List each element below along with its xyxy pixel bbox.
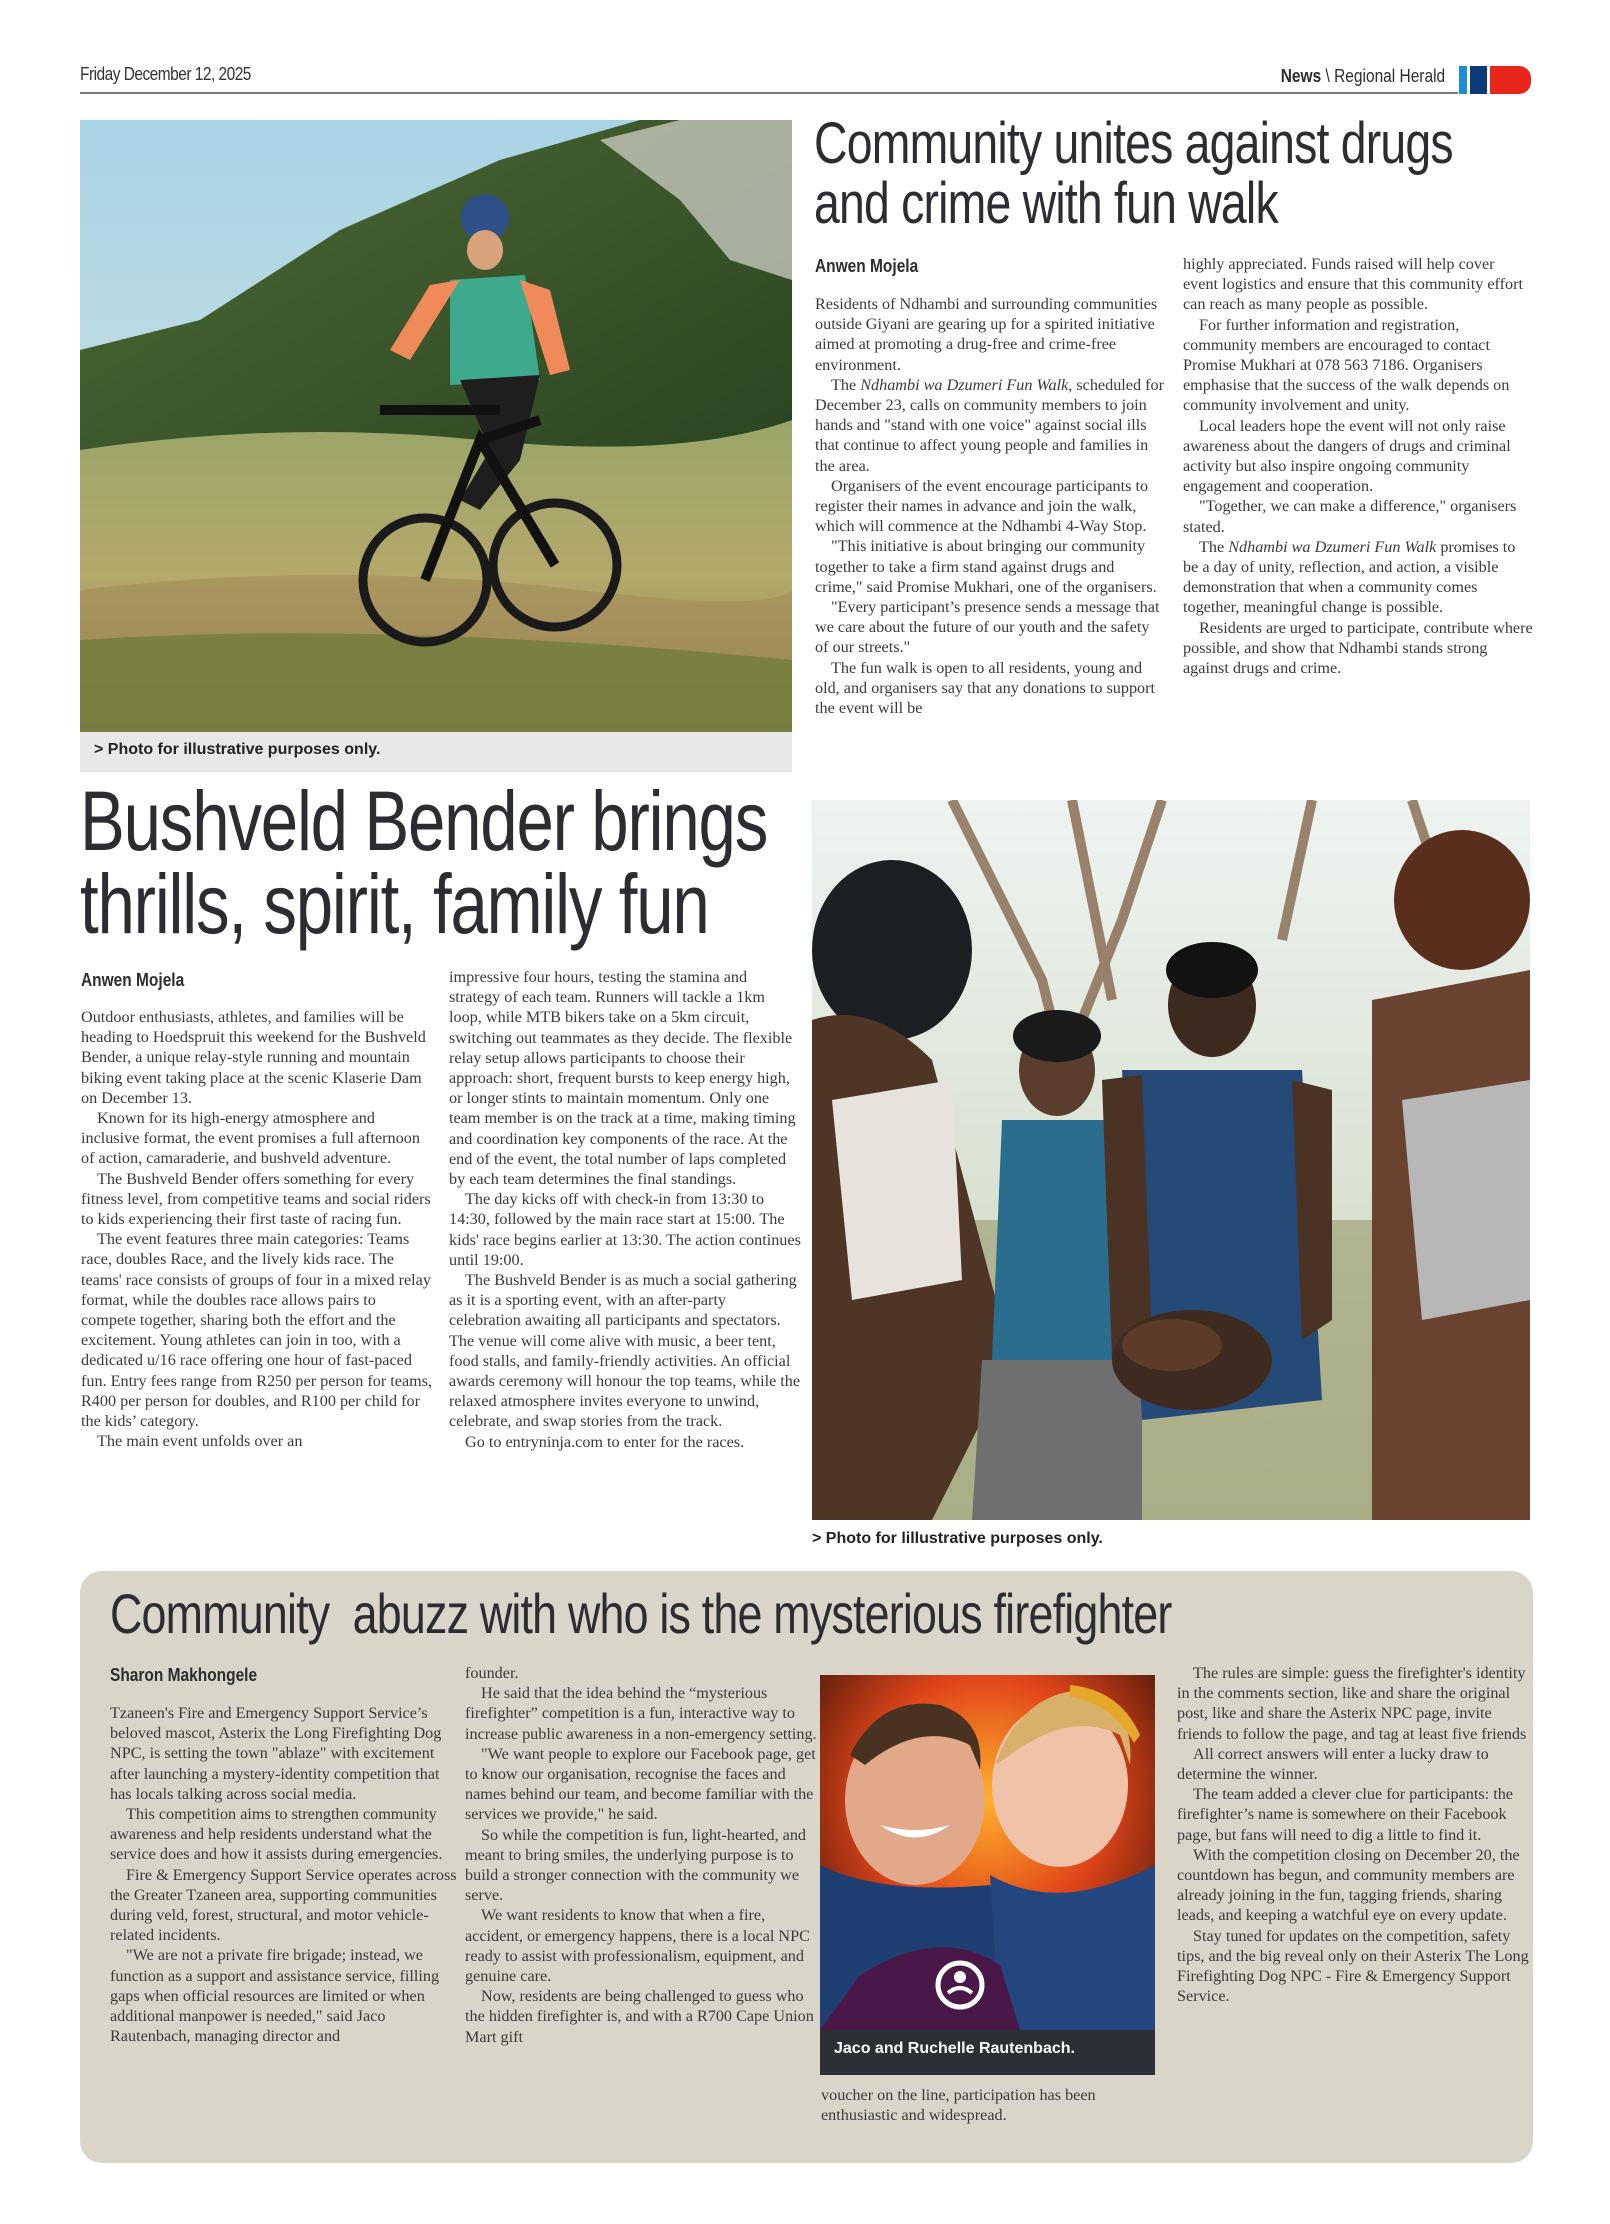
paragraph: Residents are urged to participate, contribute where possible, and show that Ndhambi stands strong against drugs and crime. [1183,618,1533,678]
paragraph: The Bushveld Bender offers something for every fitness level, from competitive teams and social riders to kids experiencing their first taste of racing fun. [81,1169,431,1229]
firefighters-portrait-image [820,1675,1155,2030]
issue-date: Friday December 12, 2025 [80,64,251,84]
byline-funwalk: Anwen Mojela [815,256,919,276]
paragraph: highly appreciated. Funds raised will help cover event logistics and ensure that this community effort can reach as many people as possible. [1183,255,1524,314]
funwalk-column-1 [815,294,1165,718]
paragraph: "Together, we can make a difference," organisers stated. [1183,497,1517,536]
firefighter-column-3-continuation [821,2085,1161,2125]
paragraph: All correct answers will enter a lucky draw to determine the winner. [1177,1744,1489,1784]
paragraph: So while the competition is fun, light-hearted, and meant to bring smiles, the underlying purpose is to build a stronger connection with the community we serve. [465,1825,807,1905]
paragraph: We want residents to know that when a fire, accident, or emergency happens, there is a local NPC ready to assist with professionalism, equipment, and genuine care. [465,1906,810,1986]
paragraph: Go to entryninja.com to enter for the races. [465,1432,745,1451]
separator: \ [1321,66,1334,86]
paragraph: Outdoor enthusiasts, athletes, and families will be heading to Hoedspruit this weekend for the Bushveld Bender, a unique relay-style running and mountain biking event taking place at the scenic Klaserie Dam on December 13. [81,1008,426,1107]
bushveld-column-2 [449,967,801,1452]
paragraph: The day kicks off with check-in from 13:30 to 14:30, followed by the main race start at 15:00. The kids' race begins earlier at 13:30. The action continues until 19:00. [449,1190,801,1269]
logo-bar-dark-blue [1470,66,1487,94]
paragraph: impressive four hours, testing the stamina and strategy of each team. Runners will tackle a 1km loop, while MTB bikers take on a 5km circuit, switching out teammates as they decide. The flexible relay setup allows participants to choose their approach: short, frequent bursts to keep energy high, or longer stints to maintain momentum. Only one team member is on the track at a time, making timing and coordination key components of the race. At the end of the event, the total number of laps completed by each team determines the final standings. [449,968,796,1189]
paragraph: founder. [465,1664,519,1682]
event-name: Ndhambi wa Dzumeri Fun Walk [860,375,1069,394]
publication-name: Regional Herald [1333,66,1445,86]
group-hands-image [812,800,1530,1520]
photo-mountain-biker [80,120,792,732]
paragraph: The fun walk is open to all residents, young and old, and organisers say that any donations to support the event will be [815,658,1156,718]
section-label [1281,66,1445,87]
logo-d-red [1490,66,1531,94]
paragraph: "Every participant’s presence sends a message that we care about the future of our youth and the safety of our streets." [815,598,1160,657]
paragraph: "This initiative is about bringing our community together to take a firm stand against drugs and crime," said Promise Mukhari, one of the organisers. [815,537,1157,596]
paragraph: The Ndhambi wa Dzumeri Fun Walk promises to be a day of unity, reflection, and action, a visible demonstration that when a community comes together, meaningful change is possible. [1183,537,1516,617]
bushveld-column-1 [81,1007,433,1451]
paragraph: The Ndhambi wa Dzumeri Fun Walk, scheduled for December 23, calls on community members to join hands and "stand with one voice" against social ills that continue to affect young people and families in the area. [815,375,1165,475]
mountain-biker-image [80,120,792,732]
paragraph: The Bushveld Bender is as much a social gathering as it is a sporting event, with an after-party celebration awaiting all participants and spectators. The venue will come alive with music, a beer tent, food stalls, and family-friendly activities. An official awards ceremony will honour the top teams, while the relaxed atmosphere invites everyone to unwind, celebrate, and swap stories from the track. [449,1271,801,1431]
headline-funwalk [814,111,1453,236]
paragraph: Stay tuned for updates on the competition, safety tips, and the big reveal only on their Asterix The Long Firefighting Dog NPC - Fire & Emergency Support Service. [1177,1926,1529,2006]
headline-line: Community unites against drugs [814,111,1453,176]
paragraph: The team added a clever clue for participants: the firefighter’s name is somewhere on their Facebook page, but fans will need to dig a little to find it. [1177,1785,1513,1844]
photo-caption-bushveld: > Photo for lillustrative purposes only. [812,1530,1103,1547]
event-name: Ndhambi wa Dzumeri Fun Walk [1228,537,1437,556]
paragraph: Now, residents are being challenged to guess who the hidden firefighter is, and with a R700 Cape Union Mart gift [465,1987,814,2046]
paragraph: The rules are simple: guess the firefighter's identity in the comments section, like and share the original post, like and share the Asterix NPC page, invite friends to follow the page, and tag at least five friends [1177,1664,1527,1743]
byline-bushveld: Anwen Mojela [81,970,185,990]
paragraph: This competition aims to strengthen community awareness and help residents understand what the service does and how it assists during emergencies. [110,1805,443,1864]
paragraph: He said that the idea behind the “mysterious firefighter” competition is a fun, interactive way to increase public awareness in a non-emergency setting. [465,1684,817,1743]
paragraph: voucher on the line, participation has been enthusiastic and widespread. [821,2086,1096,2125]
paragraph: Residents of Ndhambi and surrounding communities outside Giyani are gearing up for a spirited initiative aimed at promoting a drug-free and crime-free environment. [815,295,1158,374]
paragraph: With the competition closing on December 20, the countdown has begun, and community members are already joining in the fun, tagging friends, sharing leads, and keeping a watchful eye on every update. [1177,1845,1520,1925]
headline-firefighter: Community abuzz with who is the mysterious firefighter [110,1582,1172,1645]
photo-caption-firefighter: Jaco and Ruchelle Rautenbach. [820,2030,1155,2075]
paragraph: Fire & Emergency Support Service operates across the Greater Tzaneen area, supporting communities during veld, forest, structural, and motor vehicle-related incidents. [110,1865,457,1945]
section-name: News [1280,66,1322,86]
firefighter-column-2 [465,1663,817,2047]
paragraph: "We want people to explore our Facebook page, get to know our organisation, recognise the faces and names behind our team, and become familiar with the services we provide," he said. [465,1744,816,1824]
paragraph: The event features three main categories: Teams race, doubles Race, and the lively kids race. The teams' race consists of groups of four in a mixed relay format, while the doubles race allows pairs to compete together, sharing both the effort and the excitement. Young athletes can join in too, with a dedicated u/16 race offering one hour of fast-paced fun. Entry fees range from R250 per person for teams, R400 per person for doubles, and R100 per child for the kids’ category. [81,1230,433,1431]
firefighter-column-4 [1177,1663,1532,2006]
photo-hands-together [812,800,1530,1520]
headline-line: and crime with fun walk [814,171,1278,236]
paragraph: Local leaders hope the event will not only raise awareness about the dangers of drugs and criminal activity but also inspire ongoing community engagement and cooperation. [1183,416,1511,496]
paragraph: Known for its high-energy atmosphere and inclusive format, the event promises a full afternoon of action, camaraderie, and bushveld adventure. [81,1109,420,1168]
paragraph: Tzaneen's Fire and Emergency Support Service’s beloved mascot, Asterix the Long Firefighting Dog NPC, is setting the town "ablaze" with excitement after launching a mystery-identity competition that has locals talking across social media. [110,1704,442,1803]
paragraph: The main event unfolds over an [97,1432,303,1451]
logo-bar-light-blue [1459,66,1467,94]
headline-line: thrills, spirit, family fun [80,857,709,951]
headline-line: Bushveld Bender brings [80,774,768,868]
photo-caption-funwalk: > Photo for illustrative purposes only. [80,732,792,772]
funwalk-column-2 [1183,254,1533,678]
firefighter-column-1 [110,1703,462,2046]
photo-jaco-ruchelle [820,1675,1155,2030]
byline-firefighter: Sharon Makhongele [110,1665,258,1685]
headline-bushveld [80,774,768,951]
publication-logo-icon [1459,66,1531,94]
paragraph: For further information and registration, community members are encouraged to contact Promise Mukhari at 078 563 7186. Organisers emphasise that the success of the walk depends on community involvement and unity. [1183,315,1510,415]
paragraph: "We are not a private fire brigade; instead, we function as a support and assistance service, filling gaps when official resources are limited or when additional manpower is needed," said Jaco Rautenbach, managing director and [110,1946,440,2046]
header-rule [80,92,1458,94]
paragraph: Organisers of the event encourage participants to register their names in advance and join the walk, which will commence at the Ndhambi 4-Way Stop. [815,476,1149,536]
